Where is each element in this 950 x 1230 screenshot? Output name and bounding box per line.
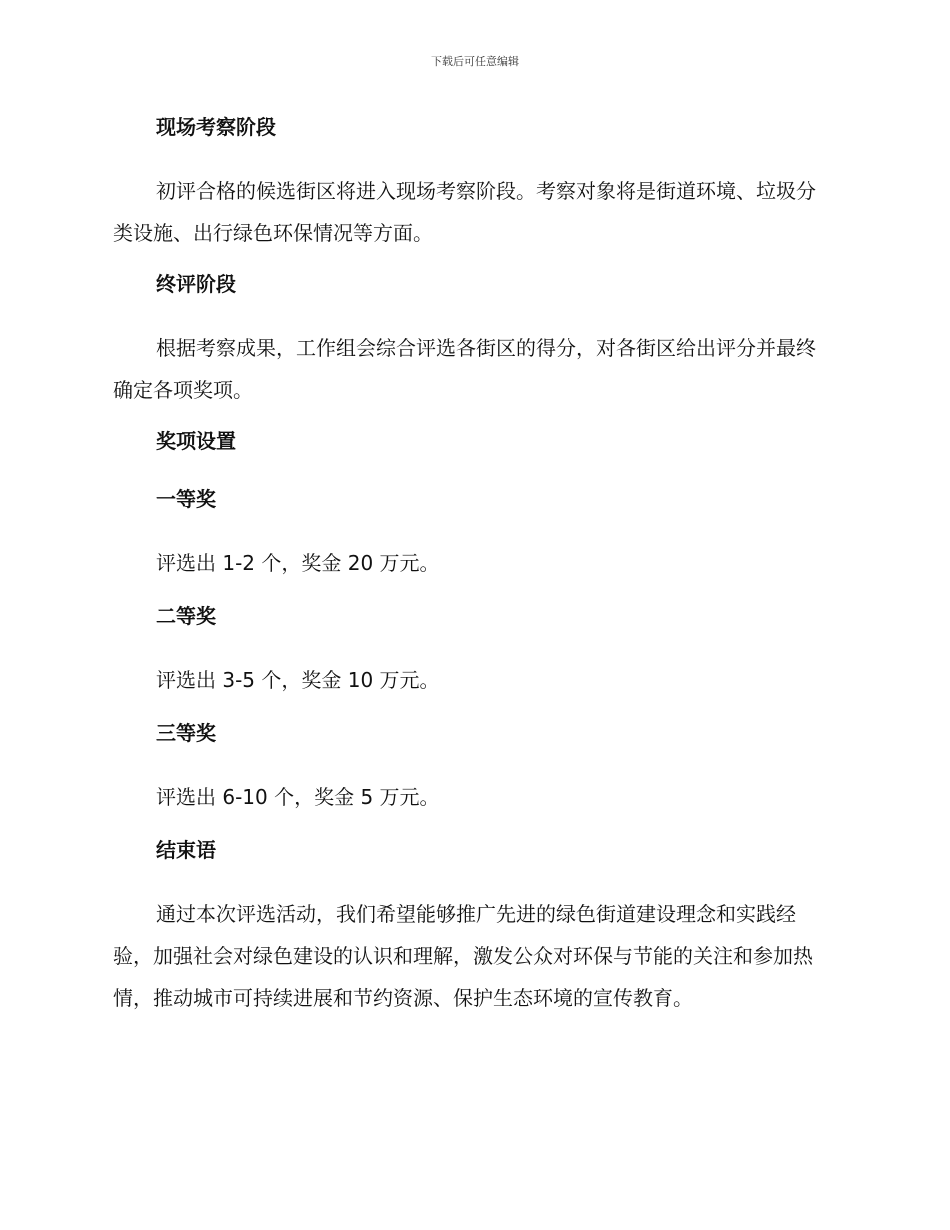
heading-first-prize: 一等奖 <box>156 487 216 511</box>
paragraph-final-review: 根据考察成果，工作组会综合评选各街区的得分，对各街区给出评分并最终确定各项奖项。 <box>113 336 816 402</box>
paragraph-first-prize: 评选出 1-2 个，奖金 20 万元。 <box>156 551 440 575</box>
heading-third-prize: 三等奖 <box>156 721 216 745</box>
heading-final-review: 终评阶段 <box>156 272 236 296</box>
paragraph-conclusion: 通过本次评选活动，我们希望能够推广先进的绿色街道建设理念和实践经验，加强社会对绿色建设的认识和理解，激发公众对环保与节能的关注和参加热情，推动城市可持续进展和节约资源、保护生态环境的宣传教育。 <box>113 902 813 1010</box>
paragraph-second-prize: 评选出 3-5 个，奖金 10 万元。 <box>156 668 440 692</box>
page-header-note: 下载后可任意编辑 <box>431 55 519 68</box>
paragraph-site-visit: 初评合格的候选街区将进入现场考察阶段。考察对象将是街道环境、垃圾分类设施、出行绿色环保情况等方面。 <box>113 179 816 245</box>
document-body <box>113 112 833 1034</box>
heading-conclusion: 结束语 <box>156 838 216 862</box>
heading-awards: 奖项设置 <box>156 429 236 453</box>
heading-site-visit: 现场考察阶段 <box>156 115 276 139</box>
paragraph-third-prize: 评选出 6-10 个，奖金 5 万元。 <box>156 785 440 809</box>
heading-second-prize: 二等奖 <box>156 604 216 628</box>
